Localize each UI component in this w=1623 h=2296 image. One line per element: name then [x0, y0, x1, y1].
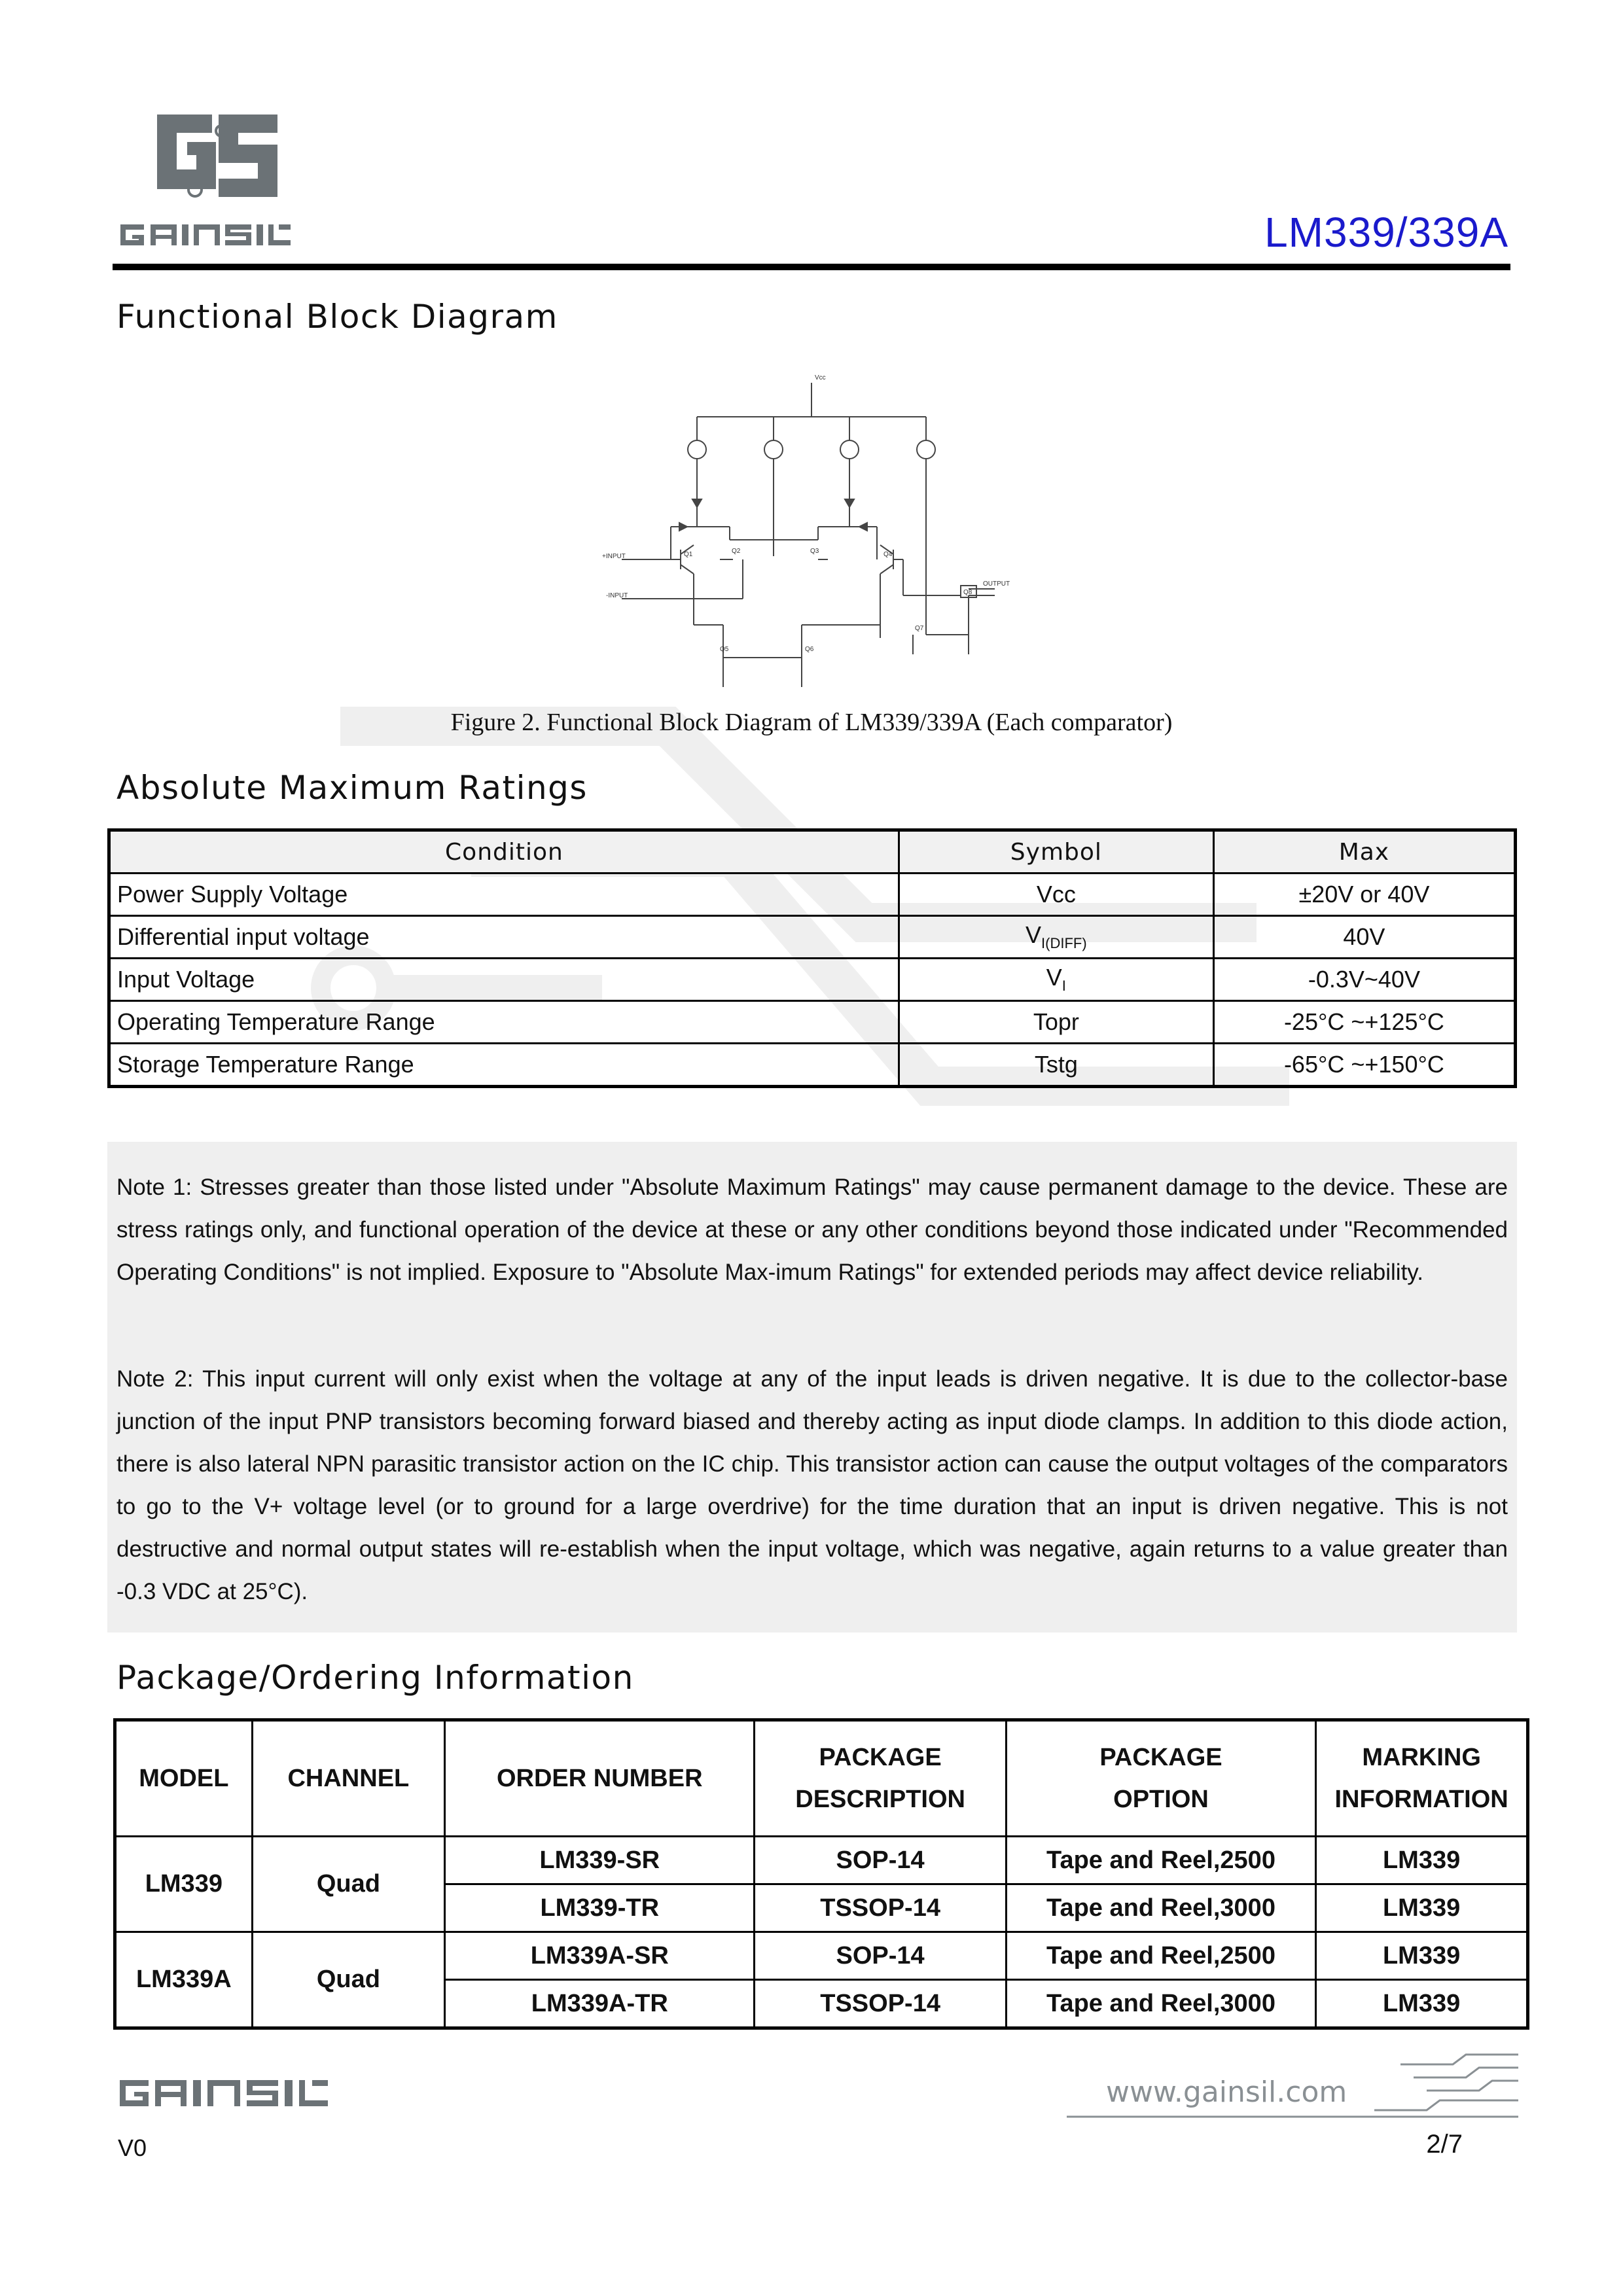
cell-max: 40V: [1213, 916, 1515, 959]
diagram-label-q8: Q8: [963, 589, 972, 596]
ordering-table: [113, 1718, 1529, 2030]
table-row: [109, 916, 1516, 959]
cell-package: TSSOP-14: [755, 1980, 1006, 2028]
page-number: 2/7: [1426, 2130, 1463, 2159]
cell-max: ±20V or 40V: [1213, 874, 1515, 916]
cell-marking: LM339: [1316, 1884, 1528, 1932]
cell-condition: Power Supply Voltage: [109, 874, 899, 916]
diagram-label-q5: Q5: [720, 646, 729, 653]
ratings-table: [107, 828, 1517, 1088]
cell-model: LM339A: [115, 1932, 253, 2028]
cell-order-number: LM339-SR: [445, 1837, 755, 1884]
cell-marking: LM339: [1316, 1980, 1528, 2028]
cell-condition: Storage Temperature Range: [109, 1044, 899, 1087]
column-header-order-number: ORDER NUMBER: [445, 1720, 755, 1837]
diagram-label-q7: Q7: [915, 625, 924, 632]
table-header-row: [109, 830, 1516, 874]
diagram-label-output: OUTPUT: [983, 580, 1010, 588]
column-header-channel: CHANNEL: [252, 1720, 444, 1837]
footer-website: www.gainsil.com: [1106, 2075, 1347, 2109]
section-title-ratings: Absolute Maximum Ratings: [116, 769, 588, 807]
cell-option: Tape and Reel,3000: [1006, 1884, 1315, 1932]
diagram-label-q6: Q6: [805, 646, 814, 653]
diagram-label-q3: Q3: [810, 548, 819, 555]
cell-condition: Differential input voltage: [109, 916, 899, 959]
section-title-ordering: Package/Ordering Information: [116, 1659, 634, 1697]
cell-symbol: Tstg: [899, 1044, 1213, 1087]
block-diagram-schematic: [602, 363, 1034, 690]
table-row: [109, 1044, 1516, 1087]
cell-order-number: LM339-TR: [445, 1884, 755, 1932]
cell-package: SOP-14: [755, 1837, 1006, 1884]
cell-condition: Input Voltage: [109, 959, 899, 1001]
cell-marking: LM339: [1316, 1837, 1528, 1884]
cell-max: -0.3V~40V: [1213, 959, 1515, 1001]
cell-condition: Operating Temperature Range: [109, 1001, 899, 1044]
table-row: [115, 1837, 1528, 1884]
cell-package: SOP-14: [755, 1932, 1006, 1980]
cell-symbol: $V_I$: [899, 959, 1213, 1001]
diagram-label-q2: Q2: [732, 548, 741, 555]
cell-symbol: Vcc: [899, 874, 1213, 916]
header-rule: [113, 264, 1510, 270]
footer-website-graphic: [1060, 2048, 1518, 2127]
column-header-marking-information: MARKING INFORMATION: [1316, 1720, 1528, 1837]
cell-model: LM339: [115, 1837, 253, 1932]
version-label: V0: [118, 2134, 147, 2161]
cell-order-number: LM339A-TR: [445, 1980, 755, 2028]
cell-max: -65°C ~+150°C: [1213, 1044, 1515, 1087]
cell-order-number: LM339A-SR: [445, 1932, 755, 1980]
cell-max: -25°C ~+125°C: [1213, 1001, 1515, 1044]
cell-option: Tape and Reel,3000: [1006, 1980, 1315, 2028]
cell-symbol: $V_{I(DIFF)}$: [899, 916, 1213, 959]
section-title-block-diagram: Functional Block Diagram: [116, 298, 558, 336]
diagram-label-q4: Q4: [883, 551, 893, 558]
note-2: Note 2: This input current will only exist when the voltage at any of the input leads is driven negative. It is due to the collector-base junction of the input PNP transistors becoming forward biased and thereby acting as input diode clamps. In addition to this diode action, there is also lateral NPN parasitic transistor action on the IC chip. This transistor action can cause the output voltages of the comparators to go to the V+ voltage level (or to ground for a large overdrive) for the time duration that an input is driven negative. This is not destructive and normal output states will re-establish when the input voltage, which was negative, again returns to a value greater than -0.3 VDC at 25°C).: [116, 1366, 1508, 1604]
diagram-label-vcc: Vcc: [815, 374, 826, 381]
cell-channel: Quad: [252, 1837, 444, 1932]
cell-option: Tape and Reel,2500: [1006, 1837, 1315, 1884]
table-row: [109, 1001, 1516, 1044]
table-header-row: [115, 1720, 1528, 1837]
table-row: [115, 1932, 1528, 1980]
cell-package: TSSOP-14: [755, 1884, 1006, 1932]
column-header-condition: Condition: [109, 830, 899, 874]
diagram-label-plus-input: +INPUT: [602, 553, 626, 560]
document-title: LM339/339A: [1264, 209, 1508, 256]
column-header-package-description: PACKAGE DESCRIPTION: [755, 1720, 1006, 1837]
cell-option: Tape and Reel,2500: [1006, 1932, 1315, 1980]
table-row: [109, 959, 1516, 1001]
cell-symbol: Topr: [899, 1001, 1213, 1044]
column-header-package-option: PACKAGE OPTION: [1006, 1720, 1315, 1837]
gainsil-logo: [116, 108, 313, 252]
table-row: [109, 874, 1516, 916]
cell-channel: Quad: [252, 1932, 444, 2028]
column-header-max: Max: [1213, 830, 1515, 874]
figure-caption: Figure 2. Functional Block Diagram of LM339/339A (Each comparator): [450, 709, 1173, 736]
footer-gainsil-logo: [120, 2077, 336, 2110]
column-header-model: MODEL: [115, 1720, 253, 1837]
diagram-label-q1: Q1: [684, 551, 693, 558]
cell-marking: LM339: [1316, 1932, 1528, 1980]
note-1: Note 1: Stresses greater than those listed under "Absolute Maximum Ratings" may cause permanent damage to the device. These are stress ratings only, and functional operation of the device at these or any other conditions beyond those indicated under "Recommended Operating Conditions" is not implied. Exposure to "Absolute Max-imum Ratings" for extended periods may affect device reliability.: [116, 1174, 1508, 1285]
column-header-symbol: Symbol: [899, 830, 1213, 874]
diagram-label-minus-input: -INPUT: [606, 592, 628, 599]
